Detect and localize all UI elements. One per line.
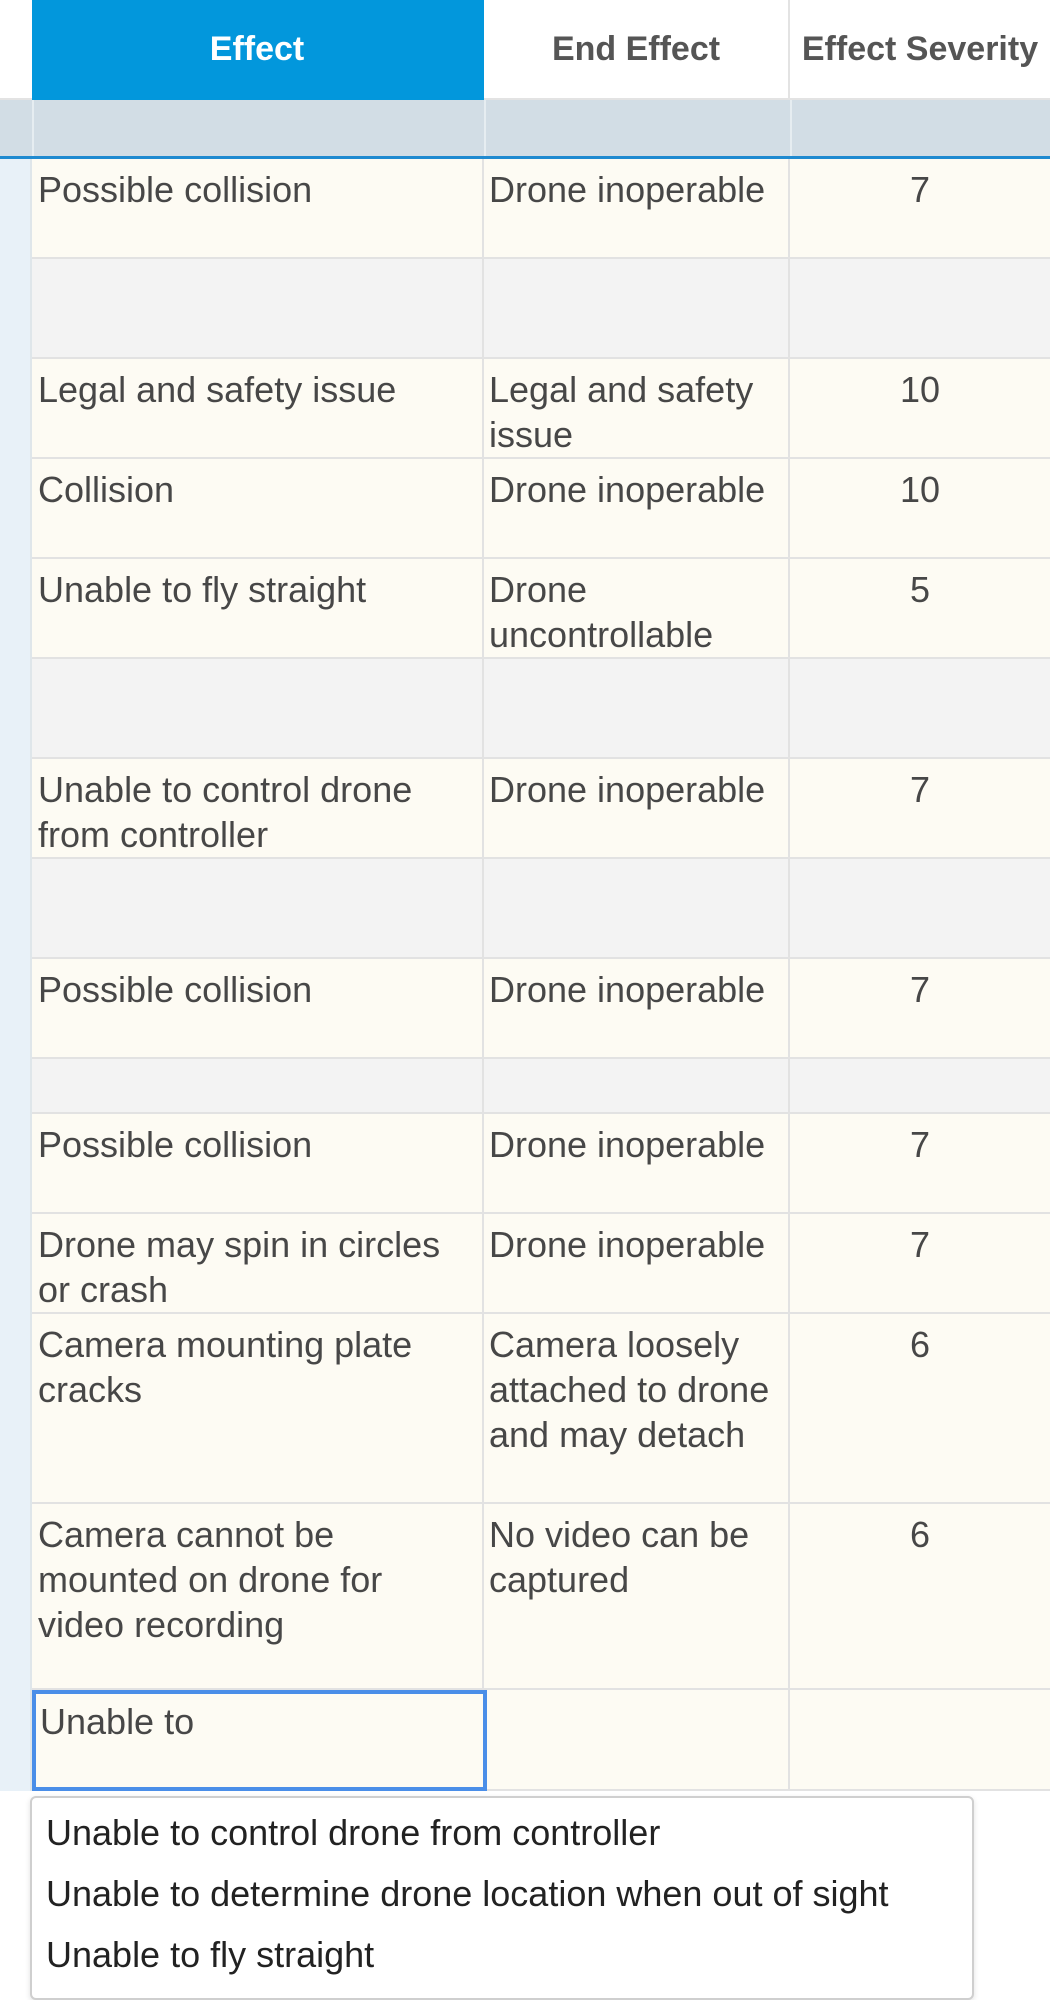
suggestion-option[interactable]: Unable to determine drone location when out of sight (46, 1873, 889, 1914)
effect-severity-cell[interactable] (790, 1059, 1050, 1112)
effect-cell[interactable]: Possible collision (32, 959, 484, 1057)
effect-cell[interactable]: Camera mounting plate cracks (32, 1314, 484, 1502)
effect-cell[interactable]: Camera cannot be mounted on drone for video recording (32, 1504, 484, 1688)
effect-severity-cell[interactable] (790, 659, 1050, 757)
table-row[interactable] (32, 1504, 1050, 1690)
suggestion-option[interactable]: Unable to fly straight (46, 1934, 375, 1975)
end-effect-cell[interactable]: Drone inoperable (484, 159, 790, 257)
end-effect-cell[interactable]: Drone inoperable (484, 759, 790, 857)
end-effect-cell[interactable]: Drone inoperable (484, 1114, 790, 1212)
effect-cell[interactable]: Possible collision (32, 1114, 484, 1212)
row-header-corner (0, 0, 32, 100)
filter-separator (32, 100, 34, 158)
column-header-end-effect[interactable]: End Effect (484, 0, 790, 100)
row-gutter (0, 159, 32, 1791)
column-header-effect-severity[interactable]: Effect Severity (790, 0, 1050, 100)
effect-cell[interactable]: Collision (32, 459, 484, 557)
end-effect-cell[interactable] (484, 1059, 790, 1112)
table-row[interactable] (32, 359, 1050, 459)
effect-cell[interactable]: Legal and safety issue (32, 359, 484, 457)
empty-row[interactable] (32, 259, 1050, 359)
effect-severity-cell[interactable]: 10 (899, 369, 941, 410)
effect-cell[interactable]: Drone may spin in circles or crash (32, 1214, 484, 1312)
effect-severity-cell[interactable]: 7 (909, 1224, 931, 1265)
autocomplete-dropdown (30, 1796, 974, 2000)
effect-severity-cell[interactable]: 7 (909, 969, 931, 1010)
effect-cell[interactable] (32, 859, 484, 957)
empty-row[interactable] (32, 1059, 1050, 1114)
filter-separator (484, 100, 486, 158)
effect-cell[interactable]: Unable to control drone from controller (32, 759, 484, 857)
end-effect-cell[interactable]: No video can be captured (484, 1504, 790, 1688)
filter-separator (790, 100, 792, 158)
effect-severity-cell[interactable] (790, 259, 1050, 357)
table-row[interactable] (32, 1214, 1050, 1314)
end-effect-cell[interactable] (484, 259, 790, 357)
end-effect-cell[interactable]: Drone uncontrollable (484, 559, 790, 657)
effect-cell[interactable]: Possible collision (32, 159, 484, 257)
effect-cell[interactable]: Unable to fly straight (32, 559, 484, 657)
end-effect-cell[interactable]: Drone inoperable (484, 959, 790, 1057)
effect-severity-cell[interactable]: 7 (909, 769, 931, 810)
effect-cell[interactable] (32, 259, 484, 357)
effect-severity-cell[interactable] (790, 1690, 1050, 1789)
effect-severity-cell[interactable]: 10 (899, 469, 941, 510)
table-row[interactable] (32, 459, 1050, 559)
effect-severity-cell[interactable]: 6 (909, 1514, 931, 1555)
column-header-effect[interactable]: Effect (32, 0, 484, 100)
effect-cell-editor[interactable]: Unable to (32, 1690, 487, 1791)
end-effect-cell[interactable] (484, 1690, 790, 1789)
empty-row[interactable] (32, 659, 1050, 759)
effect-severity-cell[interactable] (790, 859, 1050, 957)
end-effect-cell[interactable] (484, 859, 790, 957)
end-effect-cell[interactable]: Legal and safety issue (484, 359, 790, 457)
table-row[interactable] (32, 559, 1050, 659)
end-effect-cell[interactable]: Drone inoperable (484, 1214, 790, 1312)
table-row[interactable] (32, 1114, 1050, 1214)
table-row[interactable] (32, 1314, 1050, 1504)
end-effect-cell[interactable]: Drone inoperable (484, 459, 790, 557)
table-row[interactable] (32, 159, 1050, 259)
effect-severity-cell[interactable]: 6 (909, 1324, 931, 1365)
effect-severity-cell[interactable]: 7 (909, 1124, 931, 1165)
table-row[interactable] (32, 959, 1050, 1059)
filter-row[interactable] (0, 100, 1050, 158)
effect-cell[interactable] (32, 1059, 484, 1112)
end-effect-cell[interactable]: Camera loosely attached to drone and may detach (484, 1314, 790, 1502)
empty-row[interactable] (32, 859, 1050, 959)
table-row[interactable] (32, 759, 1050, 859)
end-effect-cell[interactable] (484, 659, 790, 757)
suggestion-option[interactable]: Unable to control drone from controller (46, 1812, 661, 1853)
effect-cell[interactable] (32, 659, 484, 757)
effect-severity-cell[interactable]: 5 (909, 569, 931, 610)
effect-severity-cell[interactable]: 7 (909, 169, 931, 210)
